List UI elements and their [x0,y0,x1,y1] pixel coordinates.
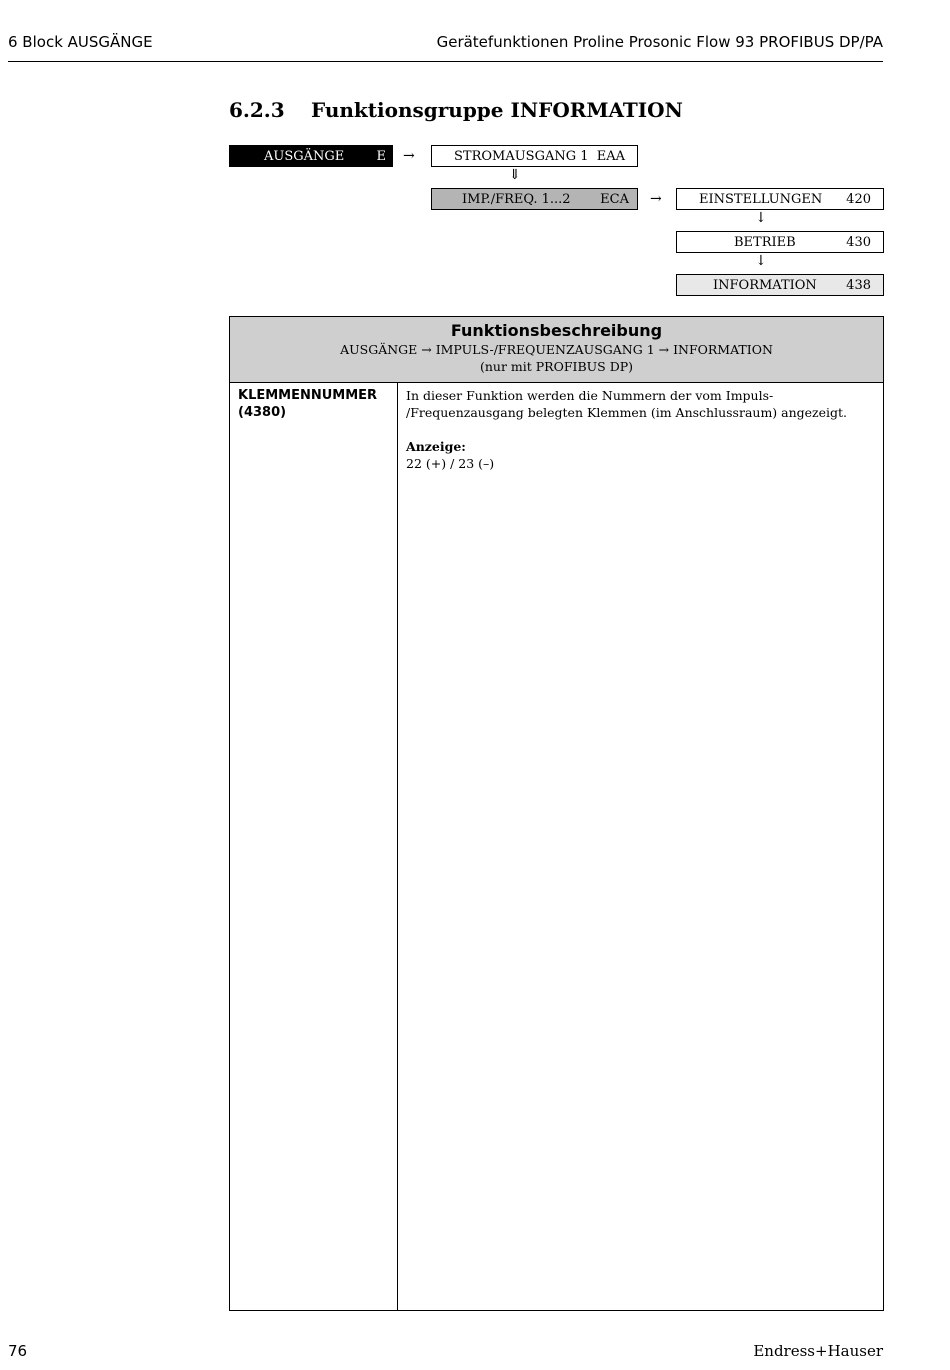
nav-label: IMP./FREQ. 1...2 [462,191,571,207]
function-code: (4380) [238,405,287,420]
nav-label: EINSTELLUNGEN [699,191,823,207]
function-name-cell [230,383,398,1310]
nav-code: E [376,148,386,164]
nav-label: AUSGÄNGE [264,148,345,164]
page-header-right: Gerätefunktionen Proline Prosonic Flow 93 PROFIBUS DP/PA [436,33,883,51]
section-heading [229,98,683,122]
table-path: AUSGÄNGE → IMPULS-/FREQUENZAUSGANG 1 → INFORMATION [340,342,773,357]
double-arrow-down-icon: ⇓ [509,167,521,183]
page-header-left: 6 Block AUSGÄNGE [8,33,153,51]
section-number: 6.2.3 [229,98,285,122]
nav-label: BETRIEB [734,234,796,250]
table-header [230,317,883,383]
table-note: (nur mit PROFIBUS DP) [479,359,634,374]
nav-code: ECA [600,191,629,207]
arrow-down-icon: ↓ [755,210,767,226]
nav-code: 438 [846,277,871,293]
table-title: Funktionsbeschreibung [450,321,663,340]
function-description: In dieser Funktion werden die Nummern der vom Impuls- /Frequenzausgang belegten Klemmen (im Anschlussraum) angezeigt. [406,388,848,420]
brand-logo: Endress+Hauser [753,1342,883,1360]
nav-box-stromausgang [431,145,638,167]
nav-label: INFORMATION [713,277,817,293]
nav-box-einstellungen [676,188,884,210]
nav-label: STROMAUSGANG 1 [454,148,589,164]
nav-box-betrieb [676,231,884,253]
display-value: 22 (+) / 23 (–) [406,456,495,471]
arrow-down-icon: ↓ [755,253,767,269]
arrow-right-icon: → [403,148,415,164]
nav-code: 420 [846,191,871,207]
function-description-cell [398,383,883,1310]
header-rule [8,61,883,62]
arrow-right-icon: → [650,191,662,207]
table-row [230,383,883,1310]
nav-box-ausgaenge [229,145,393,167]
display-label: Anzeige: [406,439,466,454]
function-table [229,316,884,1311]
section-title: Funktionsgruppe INFORMATION [311,98,683,122]
nav-box-impfreq [431,188,638,210]
nav-code: EAA [596,148,625,164]
nav-code: 430 [846,234,871,250]
page-number: 76 [8,1342,28,1360]
function-name: KLEMMENNUMMER [238,388,378,403]
nav-box-information [676,274,884,296]
